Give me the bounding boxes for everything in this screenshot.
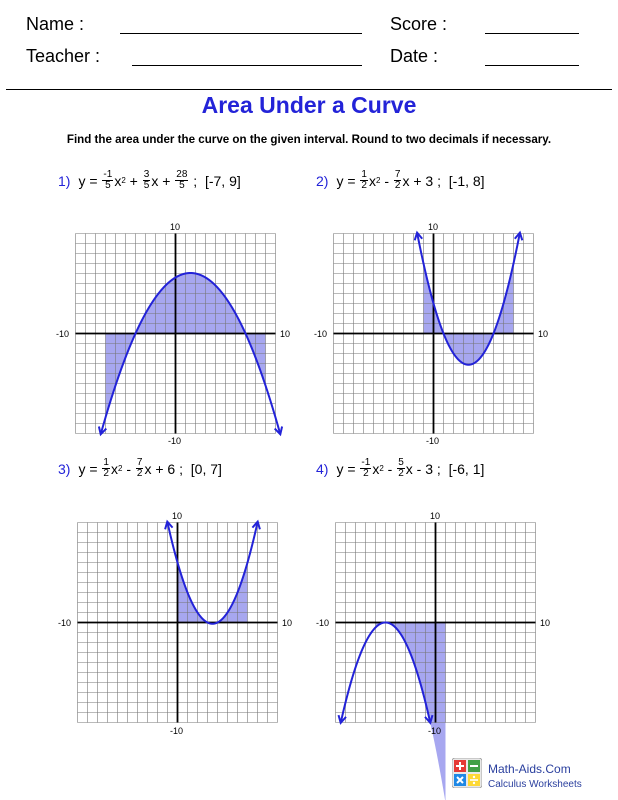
score-label: Score :: [390, 14, 448, 34]
axis-label-top: 10: [430, 511, 441, 521]
fraction: $\frac{1}{2}$: [361, 169, 367, 191]
axis-label-left: -10: [314, 329, 328, 339]
operator: +: [158, 172, 175, 189]
interval: ; [0, 7]: [175, 460, 222, 477]
var: x: [110, 460, 118, 477]
var: x: [402, 172, 410, 189]
problem-1: [58, 170, 241, 191]
var: x: [114, 172, 122, 189]
page-title: Area Under a Curve: [201, 92, 417, 118]
axis-label-right: 10: [540, 618, 551, 628]
fraction: $\frac{5}{2}$: [398, 457, 404, 479]
date-label: Date :: [390, 46, 439, 66]
teacher-line[interactable]: [132, 65, 362, 66]
graph-4: [334, 521, 537, 724]
var: x: [405, 460, 413, 477]
problem-number: 3): [58, 460, 71, 477]
name-line[interactable]: [120, 33, 362, 34]
graph-1: [74, 232, 277, 435]
axis-label-top: 10: [172, 511, 183, 521]
exponent: 2: [379, 464, 384, 473]
exponent: 2: [375, 176, 381, 185]
problem-2: [316, 170, 485, 191]
operator: + 3: [409, 172, 434, 189]
instructions: Find the area under the curve on the given interval. Round to two decimals if necessary.: [66, 133, 552, 146]
axis-label-left: -10: [58, 618, 72, 628]
problem-number: 2): [316, 172, 329, 189]
fraction: $\frac{7}{2}$: [394, 169, 401, 191]
equation-prefix: y =: [78, 172, 102, 189]
equation-prefix: y =: [78, 460, 102, 477]
axis-label-left: -10: [56, 329, 70, 339]
fraction: $\frac{7}{2}$: [136, 457, 143, 479]
problem-4: [316, 458, 484, 479]
axis-label-right: 10: [280, 329, 291, 339]
footer-subtitle: Calculus Worksheets: [488, 779, 582, 790]
operator: +: [125, 172, 142, 189]
graph-3: [76, 521, 279, 724]
equation-prefix: y =: [336, 460, 360, 477]
operator: -: [122, 460, 135, 477]
exponent: 2: [117, 464, 123, 473]
equation-prefix: y =: [336, 172, 360, 189]
date-line[interactable]: [485, 65, 579, 66]
axis-label-bottom: -10: [428, 726, 442, 736]
fraction: - $\frac{1}{5}$: [102, 170, 113, 191]
graph-2: [332, 232, 535, 435]
teacher-label: Teacher :: [26, 46, 101, 66]
problem-3: [58, 458, 222, 479]
axis-label-bottom: -10: [170, 726, 184, 736]
var: x: [372, 460, 380, 477]
axis-label-bottom: -10: [426, 436, 440, 446]
problem-number: 4): [316, 460, 329, 477]
var: x: [151, 172, 159, 189]
axis-label-right: 10: [538, 329, 549, 339]
fraction: - $\frac{1}{2}$: [360, 458, 371, 479]
interval: ; [-1, 8]: [433, 172, 485, 189]
operator: - 3: [412, 460, 434, 477]
footer-site[interactable]: Math-Aids.Com: [488, 762, 571, 776]
operator: -: [380, 172, 393, 189]
var: x: [368, 172, 376, 189]
axis-label-right: 10: [282, 618, 293, 628]
fraction: $\frac{28}{5}$: [176, 169, 188, 191]
exponent: 2: [121, 176, 126, 185]
header-divider: [6, 89, 612, 90]
fraction: $\frac{1}{2}$: [103, 457, 109, 479]
interval: ; [-6, 1]: [433, 460, 485, 477]
math-aids-logo-icon: [452, 758, 482, 788]
fraction: $\frac{3}{5}$: [143, 169, 150, 191]
axis-label-top: 10: [428, 222, 439, 232]
interval: ; [-7, 9]: [189, 172, 241, 189]
axis-label-left: -10: [316, 618, 330, 628]
axis-label-top: 10: [170, 222, 181, 232]
operator: -: [383, 460, 397, 477]
axis-label-bottom: -10: [168, 436, 182, 446]
name-label: Name :: [26, 14, 85, 34]
score-line[interactable]: [485, 33, 579, 34]
operator: + 6: [151, 460, 176, 477]
problem-number: 1): [58, 172, 71, 189]
var: x: [144, 460, 152, 477]
